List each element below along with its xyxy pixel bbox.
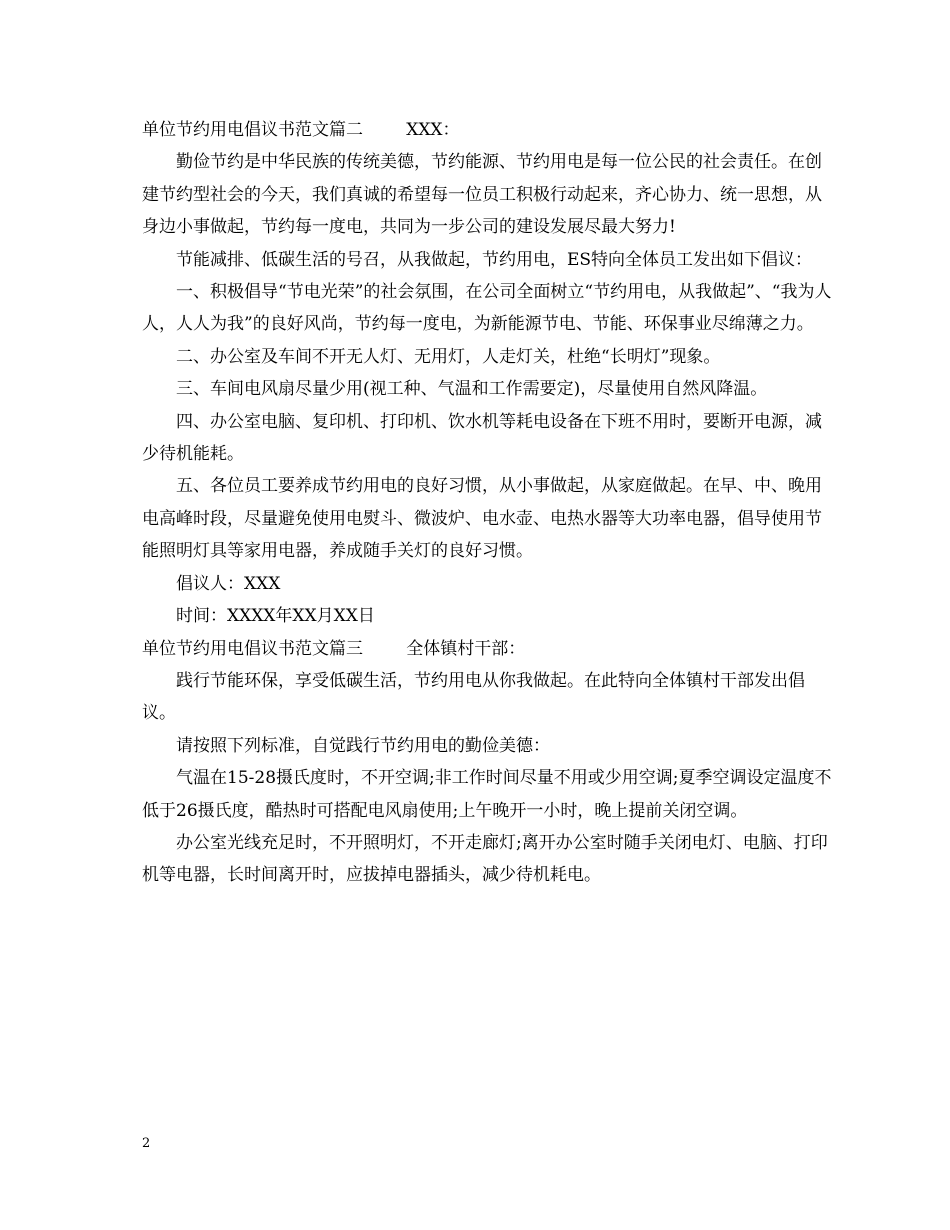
- date-line: 时间：XXXX年XX月XX日: [176, 606, 375, 627]
- paragraph: 勤俭节约是中华民族的传统美德，节约能源、节约用电是每一位公民的社会责任。在创建节约型社会的今天，我们真诚的希望每一位员工积极行动起来，齐心协力、统一思想，从身边小事做起，节约每一度电，共同为一步公司的建设发展尽最大努力!: [142, 152, 822, 238]
- paragraph: 四、办公室电脑、复印机、打印机、饮水机等耗电设备在下班不用时，要断开电源，减少待机能耗。: [142, 411, 822, 465]
- proposer-line: 倡议人：XXX: [176, 573, 281, 594]
- paragraph: 二、办公室及车间不开无人灯、无用灯，人走灯关，杜绝“长明灯”现象。: [176, 346, 721, 367]
- paragraph: 三、车间电风扇尽量少用(视工种、气温和工作需要定)，尽量使用自然风降温。: [176, 379, 768, 400]
- paragraph: 节能减排、低碳生活的号召，从我做起，节约用电，ES特向全体员工发出如下倡议：: [176, 249, 813, 270]
- paragraph: 一、积极倡导“节电光荣”的社会氛围，在公司全面树立“节约用电，从我做起”、“我为人人，人人为我”的良好风尚，节约每一度电，为新能源节电、节能、环保事业尽绵薄之力。: [142, 282, 832, 335]
- paragraph: 五、各位员工要养成节约用电的良好习惯，从小事做起，从家庭做起。在早、中、晚用电高峰时段，尽量避免使用电熨斗、微波炉、电水壶、电热水器等大功率电器，倡导使用节能照明灯具等家用电器，养成随手关灯的良好习惯。: [142, 476, 822, 562]
- paragraph: 请按照下列标准，自觉践行节约用电的勤俭美德：: [176, 735, 550, 756]
- section-heading: 单位节约用电倡议书范文篇三 全体镇村干部：: [142, 638, 526, 659]
- page-number: 2: [142, 1136, 151, 1151]
- paragraph: 办公室光线充足时，不开照明灯，不开走廊灯;离开办公室时随手关闭电灯、电脑、打印机等电器，长时间离开时，应拔掉电器插头，减少待机耗电。: [142, 832, 828, 886]
- section-heading: 单位节约用电倡议书范文篇二 XXX：: [142, 120, 460, 140]
- paragraph: 践行节能环保，享受低碳生活，节约用电从你我做起。在此特向全体镇村干部发出倡议。: [142, 670, 805, 724]
- paragraph: 气温在15-28摄氏度时，不开空调;非工作时间尽量不用或少用空调;夏季空调设定温度不低于26摄氏度，酷热时可搭配电风扇使用;上午晚开一小时，晚上提前关闭空调。: [142, 768, 832, 821]
- document-body: [142, 114, 832, 892]
